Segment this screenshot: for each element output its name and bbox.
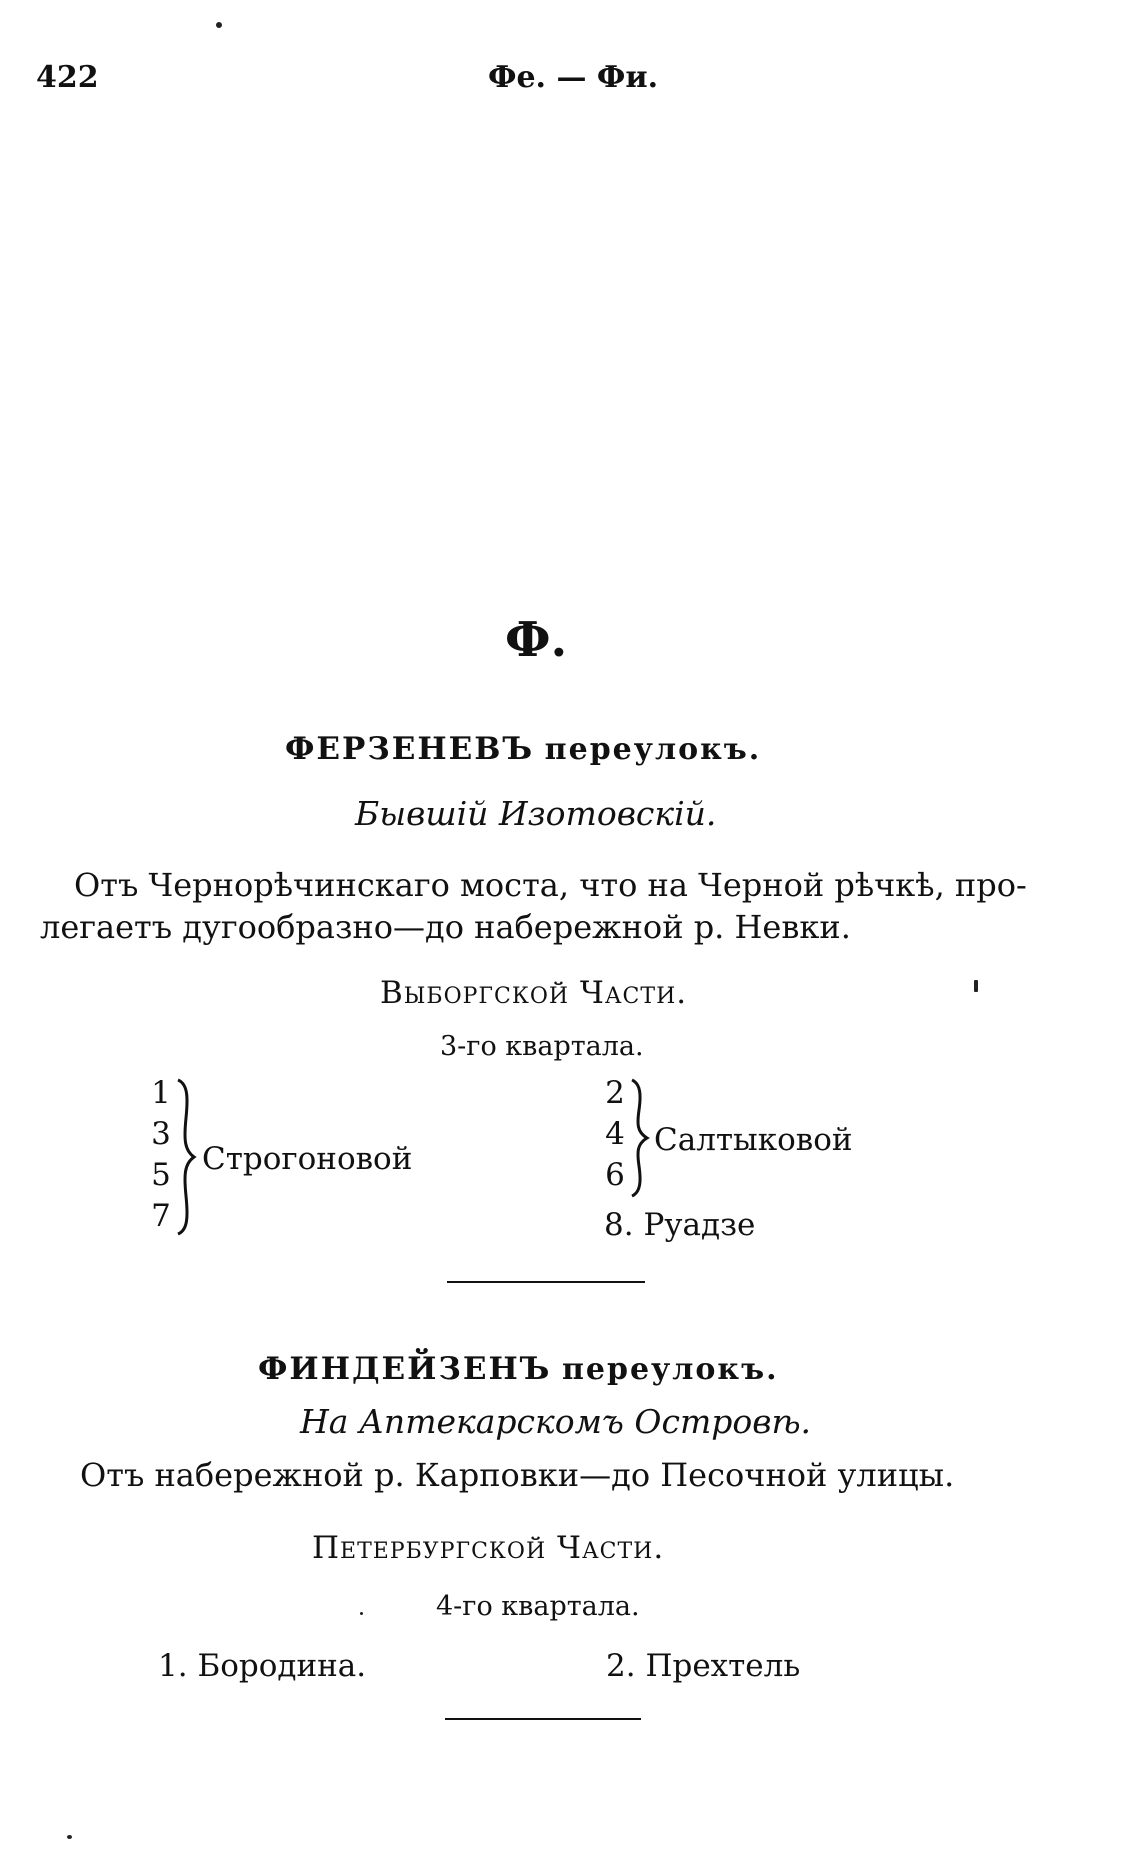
former-name: На Аптекарскомъ Островѣ. [300, 1402, 812, 1441]
house-number: 2 [605, 1075, 625, 1111]
street-description-line: Отъ Чернорѣчинскаго моста, что на Черной рѣчкѣ, про- [74, 866, 1027, 904]
quarter-label: 4-го квартала. [436, 1591, 640, 1622]
owner-name: Руадзе [643, 1207, 756, 1243]
former-name: Бывшій Изотовскій. [355, 794, 717, 833]
house-number: 5 [151, 1157, 171, 1193]
running-head: Фе. — Фи. [488, 60, 659, 95]
owner-name: Бородина. [197, 1648, 367, 1684]
scan-speck [67, 1835, 72, 1839]
house-number: 6 [605, 1157, 625, 1193]
section-divider [445, 1718, 641, 1720]
house-entry [604, 1207, 755, 1243]
page-number: 422 [36, 60, 99, 95]
owner-name: Салтыковой [654, 1122, 853, 1158]
street-name: ФИНДЕЙЗЕНЪ [258, 1351, 552, 1387]
street-title [285, 731, 761, 767]
street-name: ФЕРЗЕНЕВЪ [285, 731, 535, 767]
brace-icon [174, 1078, 200, 1236]
house-numbers-left [150, 1073, 172, 1237]
house-number: 3 [151, 1116, 171, 1152]
scan-speck [216, 22, 222, 28]
district-label: Петербургской Части. [312, 1530, 665, 1566]
house-number: 1. [158, 1648, 188, 1684]
house-entry [158, 1648, 366, 1684]
scan-speck [974, 980, 978, 992]
section-divider [447, 1281, 645, 1283]
scan-speck [360, 1612, 363, 1615]
quarter-label: 3-го квартала. [440, 1031, 644, 1062]
brace-icon [628, 1078, 652, 1198]
street-type: переулокъ. [561, 1352, 779, 1387]
street-type: переулокъ. [544, 732, 762, 767]
district-label: Выборгской Части. [380, 975, 688, 1011]
street-description-line: Отъ набережной р. Карповки—до Песочной улицы. [80, 1456, 955, 1494]
house-number: 4 [605, 1116, 625, 1152]
house-number: 1 [151, 1075, 171, 1111]
owner-name: Прехтель [645, 1648, 801, 1684]
house-number: 8. [604, 1207, 634, 1243]
street-title [258, 1351, 779, 1387]
house-entry [606, 1648, 800, 1684]
street-description-line: легаетъ дугообразно—до набережной р. Невки. [40, 908, 851, 946]
house-number: 2. [606, 1648, 636, 1684]
house-numbers-right [604, 1073, 626, 1196]
house-number: 7 [151, 1198, 171, 1234]
owner-name: Строгоновой [202, 1141, 413, 1177]
section-letter: Ф. [505, 612, 568, 668]
